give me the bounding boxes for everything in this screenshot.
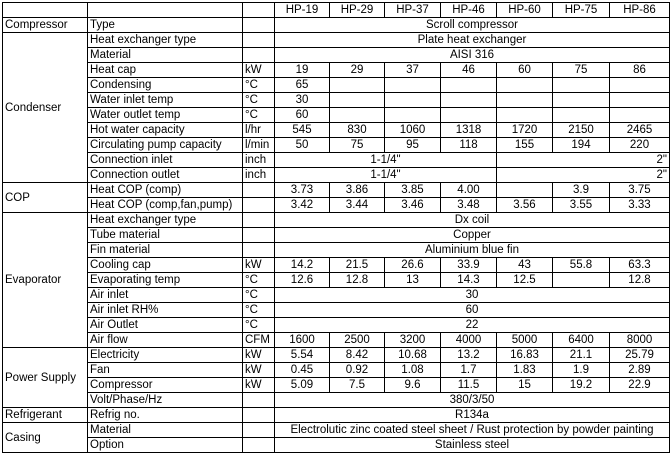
- table-row: [3, 363, 670, 378]
- value-cell: 3.46: [385, 198, 441, 213]
- table-row: [3, 138, 670, 153]
- row-label: Air flow: [88, 333, 243, 348]
- row-label: Heat COP (comp,fan,pump): [88, 198, 243, 213]
- value-cell: 3.42: [275, 198, 330, 213]
- value-cell: 14.3: [441, 273, 497, 288]
- spanned-value: 380/3/50: [275, 393, 670, 408]
- value-cell: 2150: [553, 123, 610, 138]
- value-cell: 5.54: [275, 348, 330, 363]
- unit-cell: [243, 198, 275, 213]
- value-cell: [553, 78, 610, 93]
- unit-cell: inch: [243, 168, 275, 183]
- row-label: Heat exchanger type: [88, 33, 243, 48]
- value-cell: [441, 93, 497, 108]
- value-cell: 12.8: [330, 273, 385, 288]
- value-cell: 12.8: [610, 273, 670, 288]
- row-label: Fan: [88, 363, 243, 378]
- table-row: [3, 333, 670, 348]
- value-cell: 8.42: [330, 348, 385, 363]
- table-row: [3, 243, 670, 258]
- row-label: Fin material: [88, 243, 243, 258]
- value-cell: 26.6: [385, 258, 441, 273]
- table-row: [3, 258, 670, 273]
- value-cell: 2465: [610, 123, 670, 138]
- row-label: Compressor: [88, 378, 243, 393]
- model-header: HP-46: [441, 3, 497, 18]
- value-cell: 75: [330, 138, 385, 153]
- value-cell: 1.83: [497, 363, 553, 378]
- table-row: [3, 393, 670, 408]
- unit-cell: °C: [243, 108, 275, 123]
- row-label: Refrig no.: [88, 408, 243, 423]
- unit-cell: CFM: [243, 333, 275, 348]
- group-label: Evaporator: [3, 213, 88, 348]
- spec-table: [2, 2, 670, 453]
- table-row: [3, 198, 670, 213]
- unit-cell: kW: [243, 363, 275, 378]
- value-cell: 19.2: [553, 378, 610, 393]
- row-label: Water outlet temp: [88, 108, 243, 123]
- value-cell: 1.08: [385, 363, 441, 378]
- value-cell: 22.9: [610, 378, 670, 393]
- model-header: HP-86: [610, 3, 670, 18]
- spanned-value: Stainless steel: [275, 438, 670, 453]
- group-label: Refrigerant: [3, 408, 88, 423]
- value-cell: 13.2: [441, 348, 497, 363]
- row-label: Heat COP (comp): [88, 183, 243, 198]
- unit-cell: [243, 408, 275, 423]
- unit-cell: [243, 438, 275, 453]
- value-cell: 21.1: [553, 348, 610, 363]
- row-label: Connection outlet: [88, 168, 243, 183]
- value-cell: [610, 108, 670, 123]
- value-cell: 12.5: [497, 273, 553, 288]
- table-row: [3, 423, 670, 438]
- value-cell: 0.92: [330, 363, 385, 378]
- value-cell: 2500: [330, 333, 385, 348]
- row-label: Connection inlet: [88, 153, 243, 168]
- table-row: [3, 48, 670, 63]
- header-blank: [3, 3, 88, 18]
- value-cell: 3.56: [497, 198, 553, 213]
- value-cell: 3.33: [610, 198, 670, 213]
- table-row: [3, 408, 670, 423]
- row-label: Air inlet RH%: [88, 303, 243, 318]
- value-cell: 9.6: [385, 378, 441, 393]
- model-header: HP-19: [275, 3, 330, 18]
- value-cell: 10.68: [385, 348, 441, 363]
- group-label: COP: [3, 183, 88, 213]
- spanned-value: Electrolutic zinc coated steel sheet / Rust protection by powder painting: [275, 423, 670, 438]
- value-cell: 3.86: [330, 183, 385, 198]
- spanned-value: 30: [275, 288, 670, 303]
- value-cell: 194: [553, 138, 610, 153]
- value-cell: 21.5: [330, 258, 385, 273]
- row-label: Hot water capacity: [88, 123, 243, 138]
- table-row: [3, 348, 670, 363]
- value-cell: 545: [275, 123, 330, 138]
- value-cell: 3200: [385, 333, 441, 348]
- unit-cell: [243, 48, 275, 63]
- value-cell: [553, 273, 610, 288]
- model-header: HP-60: [497, 3, 553, 18]
- value-cell: 14.2: [275, 258, 330, 273]
- value-cell: [441, 108, 497, 123]
- row-label: Circulating pump capacity: [88, 138, 243, 153]
- group-label: Compressor: [3, 18, 88, 33]
- table-row: [3, 183, 670, 198]
- table-row: [3, 318, 670, 333]
- unit-cell: inch: [243, 153, 275, 168]
- row-label: Option: [88, 438, 243, 453]
- unit-cell: °C: [243, 318, 275, 333]
- table-row: [3, 213, 670, 228]
- row-label: Evaporating temp: [88, 273, 243, 288]
- split-value: 2": [497, 168, 670, 183]
- row-label: Volt/Phase/Hz: [88, 393, 243, 408]
- value-cell: 1.7: [441, 363, 497, 378]
- value-cell: [441, 78, 497, 93]
- unit-cell: °C: [243, 273, 275, 288]
- value-cell: 16.83: [497, 348, 553, 363]
- value-cell: 25.79: [610, 348, 670, 363]
- table-row: [3, 108, 670, 123]
- value-cell: 4000: [441, 333, 497, 348]
- table-row: [3, 93, 670, 108]
- value-cell: [610, 78, 670, 93]
- row-label: Material: [88, 48, 243, 63]
- value-cell: [385, 108, 441, 123]
- value-cell: 3.9: [553, 183, 610, 198]
- value-cell: 95: [385, 138, 441, 153]
- spanned-value: Plate heat exchanger: [275, 33, 670, 48]
- unit-cell: [243, 423, 275, 438]
- value-cell: 3.85: [385, 183, 441, 198]
- value-cell: [497, 183, 553, 198]
- spanned-value: Dx coil: [275, 213, 670, 228]
- value-cell: 155: [497, 138, 553, 153]
- value-cell: 1060: [385, 123, 441, 138]
- unit-cell: °C: [243, 288, 275, 303]
- value-cell: 5000: [497, 333, 553, 348]
- header-blank: [88, 3, 243, 18]
- value-cell: 3.75: [610, 183, 670, 198]
- value-cell: 11.5: [441, 378, 497, 393]
- value-cell: 33.9: [441, 258, 497, 273]
- header-blank: [243, 3, 275, 18]
- table-row: [3, 78, 670, 93]
- value-cell: [497, 108, 553, 123]
- value-cell: 37: [385, 63, 441, 78]
- value-cell: 3.48: [441, 198, 497, 213]
- unit-cell: [243, 33, 275, 48]
- table-row: [3, 153, 670, 168]
- group-label: Condenser: [3, 33, 88, 183]
- value-cell: 8000: [610, 333, 670, 348]
- spanned-value: Scroll compressor: [275, 18, 670, 33]
- spanned-value: 22: [275, 318, 670, 333]
- value-cell: 220: [610, 138, 670, 153]
- unit-cell: °C: [243, 93, 275, 108]
- value-cell: [330, 108, 385, 123]
- value-cell: 12.6: [275, 273, 330, 288]
- spanned-value: R134a: [275, 408, 670, 423]
- table-row: [3, 33, 670, 48]
- split-value: 2": [497, 153, 670, 168]
- value-cell: 1318: [441, 123, 497, 138]
- unit-cell: l/min: [243, 138, 275, 153]
- unit-cell: kW: [243, 348, 275, 363]
- value-cell: 7.5: [330, 378, 385, 393]
- table-row: [3, 123, 670, 138]
- value-cell: 2.89: [610, 363, 670, 378]
- value-cell: 55.8: [553, 258, 610, 273]
- value-cell: 86: [610, 63, 670, 78]
- table-row: [3, 378, 670, 393]
- split-value: 1-1/4": [275, 153, 497, 168]
- value-cell: 63.3: [610, 258, 670, 273]
- value-cell: 50: [275, 138, 330, 153]
- unit-cell: kW: [243, 258, 275, 273]
- value-cell: 15: [497, 378, 553, 393]
- split-value: 1-1/4": [275, 168, 497, 183]
- table-row: [3, 288, 670, 303]
- group-label: Power Supply: [3, 348, 88, 408]
- row-label: Air inlet: [88, 288, 243, 303]
- table-row: [3, 438, 670, 453]
- unit-cell: [243, 18, 275, 33]
- unit-cell: [243, 393, 275, 408]
- value-cell: [385, 78, 441, 93]
- header-row: [3, 3, 670, 18]
- value-cell: 0.45: [275, 363, 330, 378]
- value-cell: 60: [497, 63, 553, 78]
- value-cell: 3.73: [275, 183, 330, 198]
- row-label: Condensing: [88, 78, 243, 93]
- model-header: HP-29: [330, 3, 385, 18]
- table-row: [3, 168, 670, 183]
- row-label: Water inlet temp: [88, 93, 243, 108]
- value-cell: 75: [553, 63, 610, 78]
- unit-cell: [243, 213, 275, 228]
- table-row: [3, 228, 670, 243]
- value-cell: [610, 93, 670, 108]
- value-cell: 43: [497, 258, 553, 273]
- value-cell: [330, 93, 385, 108]
- row-label: Cooling cap: [88, 258, 243, 273]
- value-cell: 4.00: [441, 183, 497, 198]
- unit-cell: [243, 228, 275, 243]
- row-label: Tube material: [88, 228, 243, 243]
- spanned-value: Copper: [275, 228, 670, 243]
- value-cell: [497, 78, 553, 93]
- unit-cell: [243, 183, 275, 198]
- value-cell: [553, 93, 610, 108]
- table-row: [3, 273, 670, 288]
- row-label: Air Outlet: [88, 318, 243, 333]
- value-cell: 46: [441, 63, 497, 78]
- value-cell: 30: [275, 93, 330, 108]
- value-cell: [330, 78, 385, 93]
- value-cell: 1600: [275, 333, 330, 348]
- value-cell: 1720: [497, 123, 553, 138]
- group-label: Casing: [3, 423, 88, 453]
- value-cell: 5.09: [275, 378, 330, 393]
- row-label: Electricity: [88, 348, 243, 363]
- value-cell: 19: [275, 63, 330, 78]
- value-cell: 830: [330, 123, 385, 138]
- value-cell: 13: [385, 273, 441, 288]
- row-label: Type: [88, 18, 243, 33]
- unit-cell: l/hr: [243, 123, 275, 138]
- model-header: HP-75: [553, 3, 610, 18]
- spanned-value: AISI 316: [275, 48, 670, 63]
- unit-cell: kW: [243, 63, 275, 78]
- unit-cell: [243, 243, 275, 258]
- row-label: Heat exchanger type: [88, 213, 243, 228]
- value-cell: [385, 93, 441, 108]
- value-cell: 118: [441, 138, 497, 153]
- value-cell: 1.9: [553, 363, 610, 378]
- row-label: Heat cap: [88, 63, 243, 78]
- unit-cell: °C: [243, 78, 275, 93]
- unit-cell: kW: [243, 378, 275, 393]
- spanned-value: Aluminium blue fin: [275, 243, 670, 258]
- table-row: [3, 63, 670, 78]
- value-cell: 6400: [553, 333, 610, 348]
- unit-cell: °C: [243, 303, 275, 318]
- value-cell: 3.55: [553, 198, 610, 213]
- model-header: HP-37: [385, 3, 441, 18]
- value-cell: 65: [275, 78, 330, 93]
- value-cell: 3.44: [330, 198, 385, 213]
- table-row: [3, 18, 670, 33]
- row-label: Material: [88, 423, 243, 438]
- table-row: [3, 303, 670, 318]
- value-cell: 60: [275, 108, 330, 123]
- spanned-value: 60: [275, 303, 670, 318]
- value-cell: [497, 93, 553, 108]
- value-cell: [553, 108, 610, 123]
- value-cell: 29: [330, 63, 385, 78]
